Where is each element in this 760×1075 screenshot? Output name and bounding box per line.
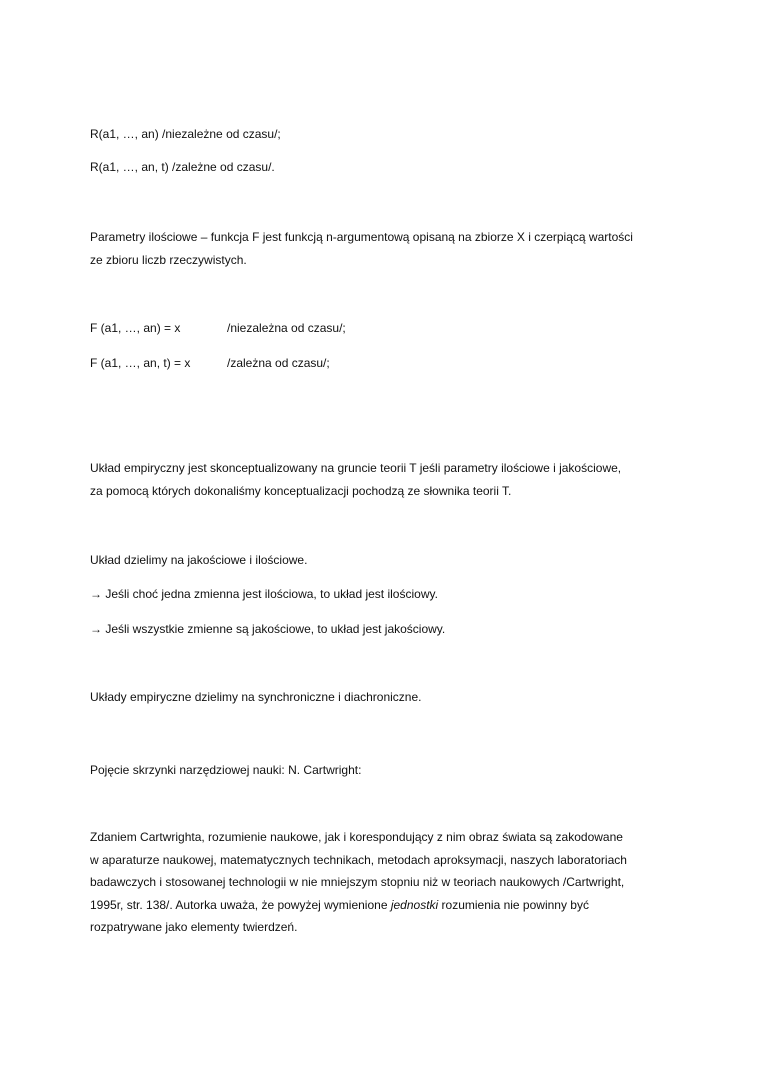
italic-term: jednostki [390,897,439,912]
arrow-rule-quantitative: → Jeśli choć jedna zmienna jest ilościowa, to układ jest ilościowy. [90,587,438,601]
uklady-sync-text: Układy empiryczne dzielimy na synchroniczne i diachroniczne. [90,690,422,704]
paragraph-line: badawczych i stosowanej technologii w nie mniejszym stopniu niż w teoriach naukowych /Cartwright, [90,875,625,889]
paragraph-line: w aparaturze naukowej, matematycznych technikach, metodach aproksymacji, naszych laboratoriach [90,852,627,867]
paragraph-line: Parametry ilościowe – funkcja F jest funkcją n-argumentową opisaną na zbiorze X i czerpiącą wartości [90,230,633,244]
paragraph-line [90,894,680,917]
paragraph-text: rozumienia nie powinny być [438,897,589,912]
arrow-rule-qualitative: → Jeśli wszystkie zmienne są jakościowe, to układ jest jakościowy. [90,622,446,636]
parametry-paragraph [90,226,680,271]
uklad-division-text: Układ dzielimy na jakościowe i ilościowe. [90,553,308,567]
function-formula-expr: F (a1, …, an) = x [90,321,181,335]
cartwright-paragraph [90,826,680,939]
uklad-empiryczny-paragraph [90,457,680,502]
function-formula-expr: F (a1, …, an, t) = x [90,356,191,370]
relation-formula-time-independent: R(a1, …, an) /niezależne od czasu/; [90,127,281,141]
function-formula-note: /zależna od czasu/; [227,356,330,370]
toolbox-heading: Pojęcie skrzynki narzędziowej nauki: N. Cartwright: [90,763,362,777]
paragraph-text: 1995r, str. 138/. Autorka uważa, że powyżej wymienione [90,897,391,912]
paragraph-line: rozpatrywane jako elementy twierdzeń. [90,920,298,934]
paragraph-line: za pomocą których dokonaliśmy konceptualizacji pochodzą ze słownika teorii T. [90,483,512,498]
paragraph-line: Zdaniem Cartwrighta, rozumienie naukowe, jak i korespondujący z nim obraz świata są zakodowane [90,830,623,844]
paragraph-line: ze zbioru liczb rzeczywistych. [90,252,247,267]
function-formula-note: /niezależna od czasu/; [227,321,346,335]
paragraph-line: Układ empiryczny jest skonceptualizowany na gruncie teorii T jeśli parametry ilościowe i jakościowe, [90,461,622,475]
relation-formula-time-dependent: R(a1, …, an, t) /zależne od czasu/. [90,160,275,174]
